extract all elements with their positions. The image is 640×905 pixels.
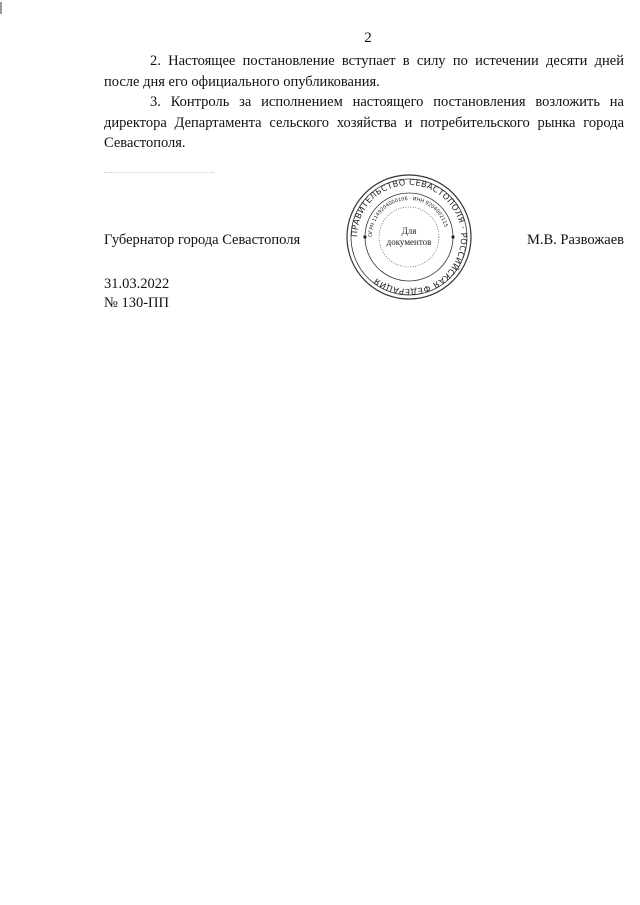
- scan-artifact: [104, 172, 214, 175]
- document-body: [104, 51, 624, 154]
- document-date: 31.03.2022: [104, 276, 170, 292]
- document-number: № 130-ПП: [104, 295, 169, 311]
- date-block: [104, 275, 169, 313]
- signer-title: Губернатор города Севастополя: [104, 232, 301, 248]
- page-number: 2: [364, 30, 372, 46]
- paragraph-2: 2. Настоящее постановление вступает в силу по истечении десяти дней после дня его официального опубликования.: [104, 53, 624, 90]
- seal-outer-text: ПРАВИТЕЛЬСТВО СЕВАСТОПОЛЯ · РОССИЙСКАЯ ФЕДЕРАЦИЯ: [348, 176, 470, 298]
- paragraph-3: 3. Контроль за исполнением настоящего постановления возложить на директора Департамента сельского хозяйства и потребительского рынка города Севастополя.: [104, 94, 624, 151]
- seal-center-line-2: документов: [386, 237, 432, 247]
- official-seal-stamp: [344, 172, 474, 302]
- scan-edge-mark: [0, 2, 2, 14]
- seal-inner-text: ОГРН 1149204000106 · ИНН 9204002115: [367, 195, 449, 238]
- signer-name: М.В. Развожаев: [526, 232, 624, 248]
- seal-center-line-1: Для: [401, 226, 417, 236]
